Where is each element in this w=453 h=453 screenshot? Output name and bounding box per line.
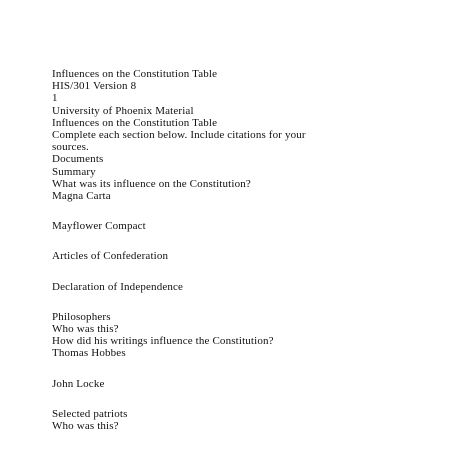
document-body [52,68,312,432]
document-title: Influences on the Constitution Table [52,68,218,80]
instructions-text: Complete each section below. Include citations for your sources. [52,129,306,154]
philosophers-heading: Philosophers [52,310,111,323]
page-number: 1 [52,92,58,105]
patriots-heading: Selected patriots [52,407,128,420]
row-magna-carta: Magna Carta [52,190,111,203]
source-label: University of Phoenix Material [52,104,194,117]
course-code: HIS/301 Version 8 [52,80,137,93]
influence-column-label: What was its influence on the Constitution? [52,177,251,190]
summary-column-label: Summary [52,165,96,178]
row-thomas-hobbes: Thomas Hobbes [52,347,126,360]
documents-heading: Documents [52,153,104,166]
document-subtitle: Influences on the Constitution Table [52,116,218,129]
who-column-label: Who was this? [52,323,119,336]
writings-influence-column-label: How did his writings influence the Constitution? [52,335,274,348]
row-mayflower-compact: Mayflower Compact [52,220,146,233]
patriots-who-column-label: Who was this? [52,420,119,433]
row-articles-of-confederation: Articles of Confederation [52,250,169,263]
row-john-locke: John Locke [52,377,105,390]
row-declaration-of-independence: Declaration of Independence [52,280,184,293]
